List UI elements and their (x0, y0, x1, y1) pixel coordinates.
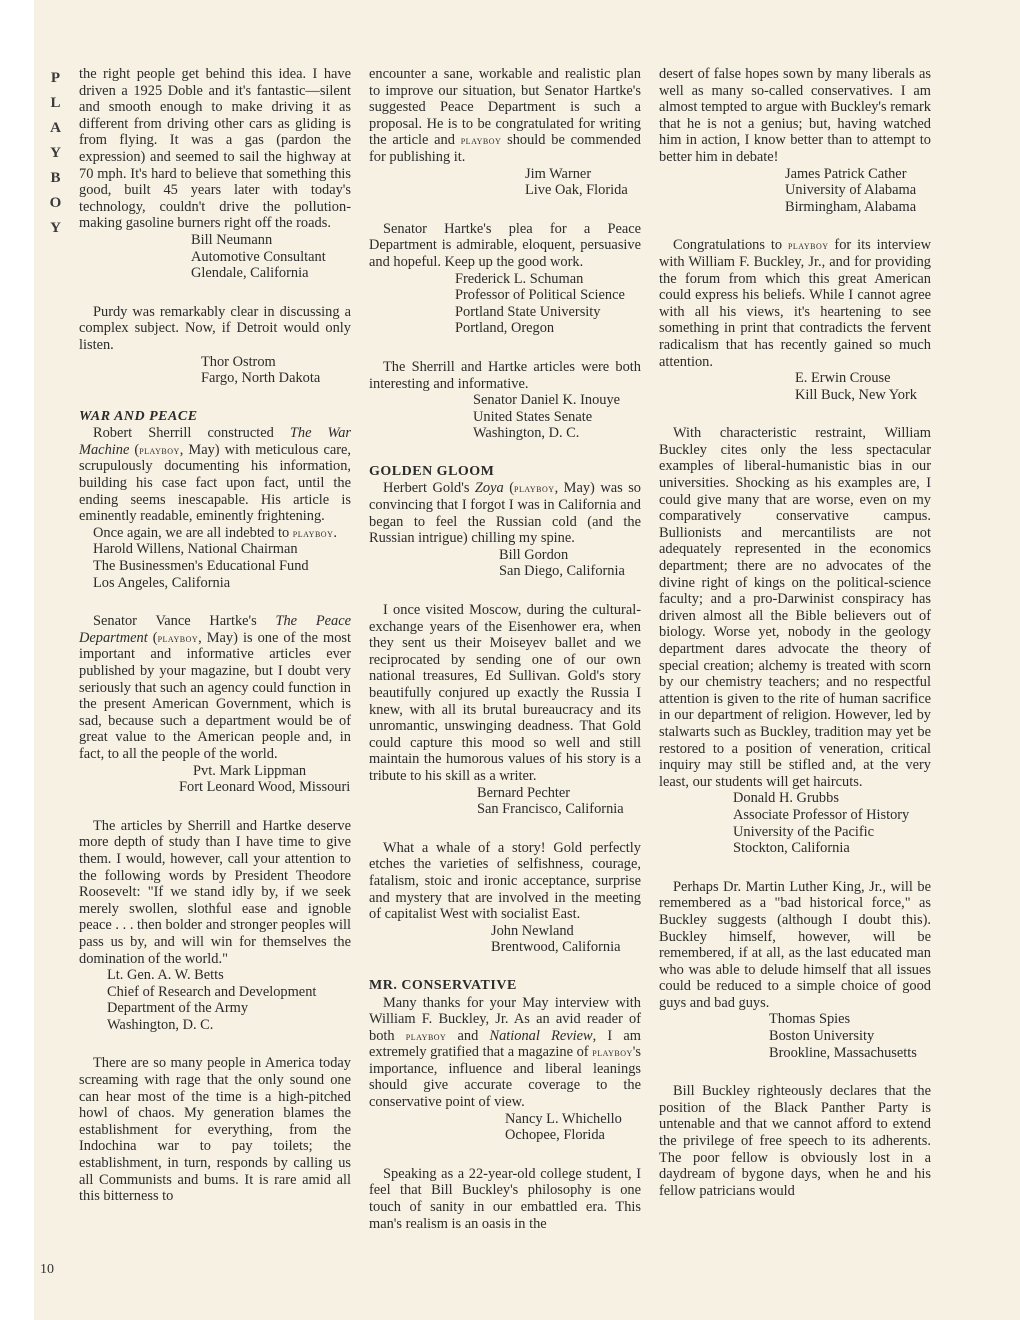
signature-line: San Francisco, California (477, 801, 624, 818)
signature-line: Kill Buck, New York (795, 386, 917, 403)
letter-paragraph: the right people get behind this idea. I have driven a 1925 Doble and it's fantastic—silent and smooth enough to make driving it as different from driving other cars as gliding is from flying. It was a gas (pardon the expression) and seemed to sail the highway at 70 mph. It's hard to believe that something this good, built 45 years later with today's technology, couldn't drive the pollution-making gasoline burners right off the roads. (79, 66, 351, 232)
signature-line: Chief of Research and Development (107, 983, 317, 1000)
signature-line: Portland, Oregon (455, 320, 555, 337)
signature-line: University of the Pacific (733, 823, 875, 840)
letter-signature (79, 232, 351, 282)
signature-line: Birmingham, Alabama (785, 198, 917, 215)
signature-line: Harold Willens, National Chairman (93, 541, 298, 558)
signature-line: The Businessmen's Educational Fund (93, 558, 309, 575)
letter-paragraph: Robert Sherrill constructed The War Machine (playboy, May) with meticulous care, scrupulously documenting his information, building his case fact upon fact, until the ending seems inescapable. His article is eminently readable, eminently frightening. (79, 425, 351, 525)
signature-line: Washington, D. C. (473, 425, 580, 442)
signature-line: Thomas Spies (769, 1011, 851, 1028)
signature-line: Bernard Pechter (477, 784, 571, 801)
letter-paragraph: Herbert Gold's Zoya (playboy, May) was so convincing that I forgot I was in California and began to feel the Russian cold (and the Russian intrigue) chilling my spine. (369, 480, 641, 547)
letter-signature (79, 763, 351, 796)
letter-signature (79, 541, 351, 591)
letter-paragraph: Senator Hartke's plea for a Peace Department is admirable, eloquent, persuasive and hopeful. Keep up the good work. (369, 220, 641, 270)
letter-paragraph: Bill Buckley righteously declares that the position of the Black Panther Party is untenable and that we cannot afford to extend the privilege of free speech to its adherents. The poor fellow is obviously lost in a daydream of bygone days, when he and his fellow patricians would (659, 1083, 931, 1199)
signature-line: Lt. Gen. A. W. Betts (107, 967, 224, 984)
magazine-page (34, 0, 1020, 1320)
letter-signature (659, 370, 931, 403)
section-heading: MR. CONSERVATIVE (369, 977, 517, 993)
letter-paragraph: Speaking as a 22-year-old college student, I feel that Bill Buckley's philosophy is one touch of sanity in our embattled era. This man's realism is an oasis in the (369, 1165, 641, 1232)
signature-line: United States Senate (473, 408, 593, 425)
signature-line: San Diego, California (499, 563, 625, 580)
signature-line: Professor of Political Science (455, 287, 625, 304)
letter-paragraph: encounter a sane, workable and realistic plan to improve our situation, but Senator Hartke's suggested Peace Department is such a proposal. He is to be congratulated for writing the article and playboy should be commended for publishing it. (369, 66, 641, 165)
letter-signature (369, 1111, 641, 1144)
letter-paragraph: With characteristic restraint, William Buckley cites only the less spectacular examples of liberal-humanistic bias in our universities. Shocking as his examples are, I could give many that are worse, even on my comparatively conservative campus. Bullionists and mercantilists are not adequately represented in the economics department; there are no advocates of the divine right of kings on the political-science faculty; and a pro-Darwinist conspiracy has driven almost all the Bible believers out of biology. Worse yet, nobody in the geology department dares advocate the theory of special creation; alchemy is treated with scorn by our chemistry teachers; and no respectful attention is given to the rite of human sacrifice in our department of religion. However, led by stalwarts such as Buckley, tradition may yet be restored to a position of veneration, critical inquiry may still be stifled and, at the very least, our students will get haircuts. (659, 425, 931, 790)
signature-line: Senator Daniel K. Inouye (473, 392, 621, 409)
signature-line: Pvt. Mark Lippman (193, 762, 307, 779)
signature-line: Donald H. Grubbs (733, 790, 839, 807)
section-heading: GOLDEN GLOOM (369, 463, 495, 479)
letter-signature (369, 392, 641, 442)
letter-paragraph: Once again, we are all indebted to playboy. (93, 524, 337, 541)
signature-line: Department of the Army (107, 1000, 249, 1017)
letter-signature (79, 967, 351, 1033)
signature-line: Brookline, Massachusetts (769, 1044, 917, 1061)
signature-line: Thor Ostrom (201, 353, 276, 370)
letter-paragraph: Many thanks for your May interview with William F. Buckley, Jr. As an avid reader of both playboy and National Review, I am extremely gratified that a magazine of playboy's importance, influence and liberal leanings should give accurate coverage to the conservative point of view. (369, 994, 641, 1111)
signature-line: James Patrick Cather (785, 165, 907, 182)
signature-line: Bill Gordon (499, 546, 569, 563)
signature-line: E. Erwin Crouse (795, 370, 891, 387)
signature-line: Frederick L. Schuman (455, 270, 584, 287)
signature-line: Fargo, North Dakota (201, 370, 321, 387)
signature-line: Stockton, California (733, 840, 850, 857)
letter-paragraph: I once visited Moscow, during the cultural-exchange years of the Eisenhower era, when they sent us their Moiseyev ballet and we reciprocated by sending one of our own national treasures, Ed Sullivan. Gold's story beautifully conjured up exactly the Russia I knew, with all its brutal bureaucracy and its unromantic, unswinging deadness. That Gold could capture this mood so well and still maintain the humorous values of his story is a tribute to his skill as a writer. (369, 602, 641, 784)
letter-paragraph: Perhaps Dr. Martin Luther King, Jr., will be remembered as a "bad historical force," as Buckley suggests (although I doubt this). Buckley himself, however, will be remembered, if at all, as the last educated man who was able to delude himself that all issues could be reduced to a simple choice of good guys and bad guys. (659, 878, 931, 1011)
magazine-name: PLAYBOY (49, 70, 63, 236)
letter-signature (369, 785, 641, 818)
signature-line: Portland State University (455, 303, 601, 320)
signature-line: Jim Warner (525, 165, 592, 182)
letter-paragraph: The Sherrill and Hartke articles were both interesting and informative. (369, 358, 641, 392)
signature-line: John Newland (491, 922, 574, 939)
column-1 (79, 66, 351, 1205)
signature-line: Glendale, California (191, 265, 309, 282)
letter-paragraph: There are so many people in America today screaming with rage that the only sound one can hear most of the time is a high-pitched howl of chaos. My generation blames the establishment for everything, from the Indochina war to pay toilets; the establishment, in turn, responds by calling us all Communists and bums. It is rare amid all this bitterness to (79, 1055, 351, 1205)
letter-signature (659, 166, 931, 216)
letter-paragraph: Congratulations to playboy for its interview with William F. Buckley, Jr., and for providing the forum from which this great American could express his beliefs. While I cannot agree with all his views, it's heartening to see something in print that contradicts the fervent radicalism that has recently gained so much attention. (659, 237, 931, 370)
section-heading: WAR AND PEACE (79, 408, 198, 424)
letter-paragraph: desert of false hopes sown by many liberals as well as many so-called conservatives. I am almost tempted to argue with Buckley's remark that he is not a genius; but, having watched him in action, I know better than to attempt to better him in debate! (659, 66, 931, 165)
letter-paragraph: What a whale of a story! Gold perfectly etches the varieties of selfishness, courage, fatalism, stoic and ironic acceptance, surprise and mystery that are involved in the meeting of capitalist West with socialist East. (369, 839, 641, 923)
signature-line: Boston University (769, 1028, 875, 1045)
signature-line: Associate Professor of History (733, 806, 910, 823)
signature-line: Bill Neumann (191, 231, 273, 248)
page-number: 10 (40, 1262, 54, 1277)
signature-line: Live Oak, Florida (525, 182, 628, 199)
column-3 (659, 66, 931, 1199)
signature-line: Brentwood, California (491, 939, 621, 956)
signature-line: Nancy L. Whichello (505, 1110, 622, 1127)
letter-signature (369, 271, 641, 337)
signature-line: Los Angeles, California (93, 574, 231, 591)
signature-line: University of Alabama (785, 182, 917, 199)
letter-signature (369, 923, 641, 956)
letter-paragraph: Purdy was remarkably clear in discussing a complex subject. Now, if Detroit would only listen. (79, 303, 351, 353)
column-2 (369, 66, 641, 1232)
letter-signature (369, 166, 641, 199)
letter-signature (659, 790, 931, 856)
letter-signature (79, 354, 351, 387)
signature-line: Fort Leonard Wood, Missouri (179, 779, 351, 796)
signature-line: Automotive Consultant (191, 248, 326, 265)
letter-paragraph: The articles by Sherrill and Hartke deserve more depth of study than I have time to give them. I would, however, call your attention to the following words by President Theodore Roosevelt: "If we stand idly by, if we seek merely swollen, slothful ease and ignoble peace . . . then bolder and stronger peoples will pass us by, and will win for themselves the domination of the world." (79, 817, 351, 967)
letter-signature (659, 1011, 931, 1061)
letter-signature (369, 547, 641, 580)
signature-line: Washington, D. C. (107, 1016, 214, 1033)
letter-paragraph: Senator Vance Hartke's The Peace Department (playboy, May) is one of the most important and informative articles ever published by your magazine, but I doubt very seriously that such an agency could function in the present American Government, which is sad, because such a department would be of great value to the American people and, in fact, to all the people of the world. (79, 613, 351, 762)
signature-line: Ochopee, Florida (505, 1127, 605, 1144)
